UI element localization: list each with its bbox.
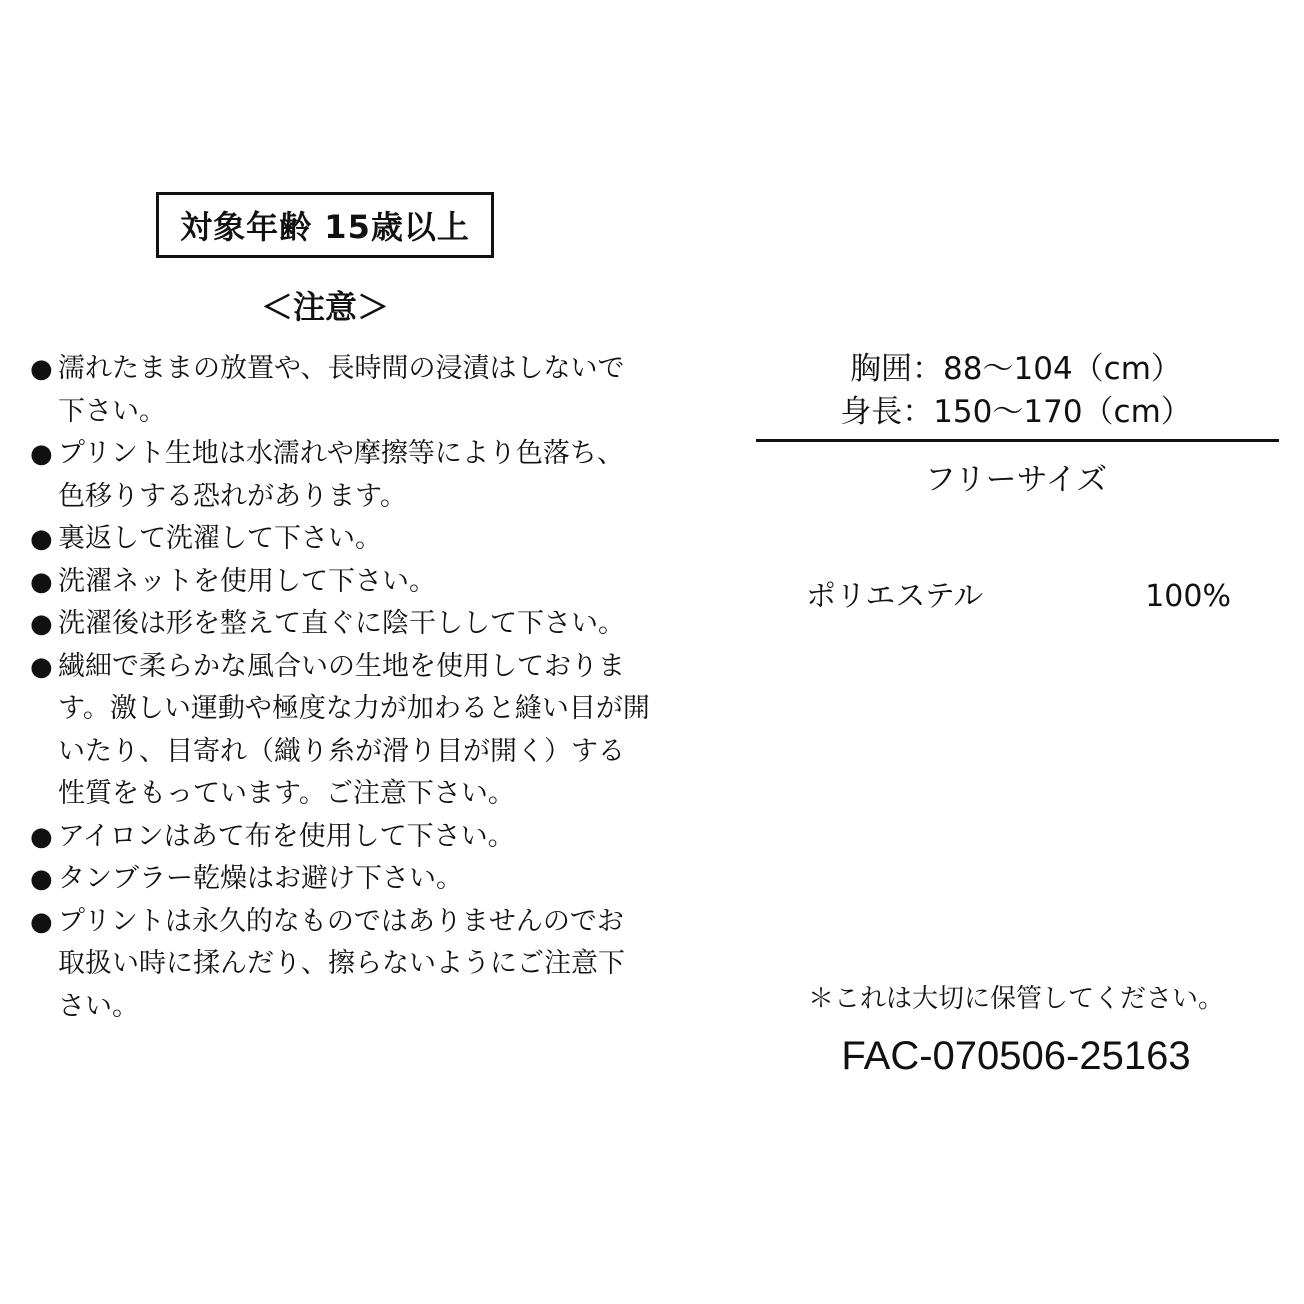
black-circle-icon: ● [30,524,53,554]
black-circle-icon: ● [30,906,53,937]
chest-size: 胸囲：88～104（cm） [850,351,1182,387]
caution-item [30,646,650,816]
caution-item-text: プリントは永久的なものではありませんのでお取扱い時に揉んだり、擦らないようにご注意下さい。 [58,905,625,1022]
caution-item [30,816,650,859]
caution-item-text: 濡れたままの放置や、長時間の浸漬はしないで下さい。 [58,353,625,427]
material-row [806,575,1231,619]
caution-item [30,348,650,433]
caution-item-text: 洗濯後は形を整えて直ぐに陰干しして下さい。 [58,608,625,639]
caution-item [30,433,650,518]
caution-item-text: アイロンはあて布を使用して下さい。 [58,820,515,852]
caution-item [30,858,650,901]
storage-note: ＊これは大切に保管してください。 [807,984,1224,1014]
size-divider [756,439,1279,442]
material-name: ポリエステル [806,579,984,614]
height-size: 身長：150～170（cm） [840,394,1192,430]
black-circle-icon: ● [30,609,53,639]
black-circle-icon: ● [30,864,53,894]
black-circle-icon: ● [30,651,53,682]
caution-item-text: 繊細で柔らかな風合いの生地を使用しております。激しい運動や極度な力が加わると縫い目が開いたり、目寄れ（織り糸が滑り目が開く）する性質をもっています。ご注意下さい。 [58,650,650,809]
black-circle-icon: ● [30,354,53,384]
black-circle-icon: ● [30,439,53,469]
black-circle-icon: ● [30,566,53,597]
free-size-label: フリーサイズ [924,462,1108,498]
target-age-text: 対象年齢 15歳以上 [180,208,470,246]
caution-item-text: 裏返して洗濯して下さい。 [58,523,382,554]
product-code: FAC-070506-25163 [841,1034,1191,1078]
caution-item [30,901,650,1029]
caution-item [30,603,650,646]
target-age-box [156,192,494,258]
caution-heading: ＜注意＞ [260,288,389,326]
size-block [756,348,1276,434]
caution-item [30,518,650,561]
caution-item-text: 洗濯ネットを使用して下さい。 [58,565,436,597]
black-circle-icon: ● [30,821,53,852]
caution-item [30,561,650,604]
material-percent: 100% [1145,579,1231,614]
caution-item-text: プリント生地は水濡れや摩擦等により色落ち、色移りする恐れがあります。 [58,438,624,512]
caution-list [30,348,650,1028]
caution-item-text: タンブラー乾燥はお避け下さい。 [58,863,463,894]
